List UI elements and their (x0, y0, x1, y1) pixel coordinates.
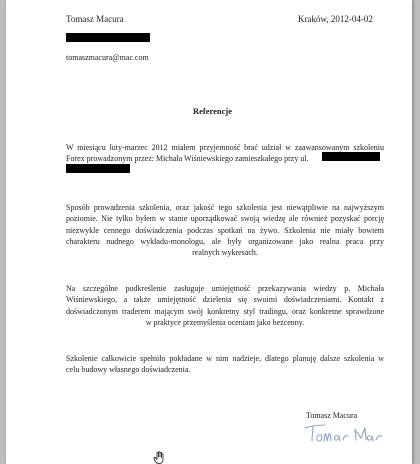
paragraph-line: Na szczególne podkreślenie zasługuje umiejętność przekazywania wiedzy p. Michała (66, 284, 384, 293)
redacted-street (322, 152, 380, 161)
sender-name: Tomasz Macura (66, 14, 124, 24)
letter-title: Referencje (193, 106, 233, 116)
paragraph-line: w praktyce przemyślenia oceniam jako bezcenny. (145, 317, 305, 327)
redacted-address (66, 33, 150, 42)
redacted-street-continued (66, 164, 130, 173)
paragraph-line: realnych wykresach. (192, 248, 258, 258)
paragraph-line: celu budowy własnego doświadczenia. (66, 365, 191, 375)
hand-pointer-icon (153, 451, 166, 464)
paragraph-line: charakteru nudnego wykładu-monologu, ale były organizowane jako realna praca przy (66, 236, 384, 246)
paragraph-line: doświadczonym traderem mającym swój konkretny styl tradingu, oraz konkretne sprawdzone (66, 306, 384, 316)
paragraph-conclusion (66, 353, 384, 376)
paragraph-line: poziomie. Nie tylko byłem w stanie uporządkować swoją wiedzę ale również pozyskać porcję (66, 214, 384, 224)
paragraph-line: W miesiącu luty-marzec 2012 miałem przyjemność brać udział w zaawansowanym szkoleniu (66, 143, 384, 152)
paragraph-line: Szkolenie całkowicie spełniło pokładane w nim nadzieje, dlatego planuję dalsze szkolenia w (66, 354, 384, 363)
paragraph-training-quality (66, 202, 384, 258)
paragraph-line: niezwykle cennego doświadczenia podczas spotkań na żywo. Szkolenia nie miały bowiem (66, 225, 384, 235)
sender-email: tomaszmacura@mac.com (66, 53, 149, 62)
handwritten-signature (303, 419, 385, 445)
paragraph-line: Sposób prowadzenia szkolenia, oraz jakość tego szkolenia jest niewątpliwie na najwyższym (66, 203, 384, 212)
paragraph-line: Forex prowadzonym przez: Michała Wiśniewskiego zamieszkałego przy ul. (66, 154, 309, 164)
place-date: Kraków, 2012-04-02 (298, 14, 373, 24)
letter-page (6, 0, 412, 464)
signatory-name: Tomasz Macura (306, 411, 358, 420)
paragraph-trainer-skills (66, 283, 384, 328)
paragraph-line: Wiśniewskiego, a także umiejętność dzielenia się swoimi doświadczeniami. Kontakt z (66, 295, 384, 305)
